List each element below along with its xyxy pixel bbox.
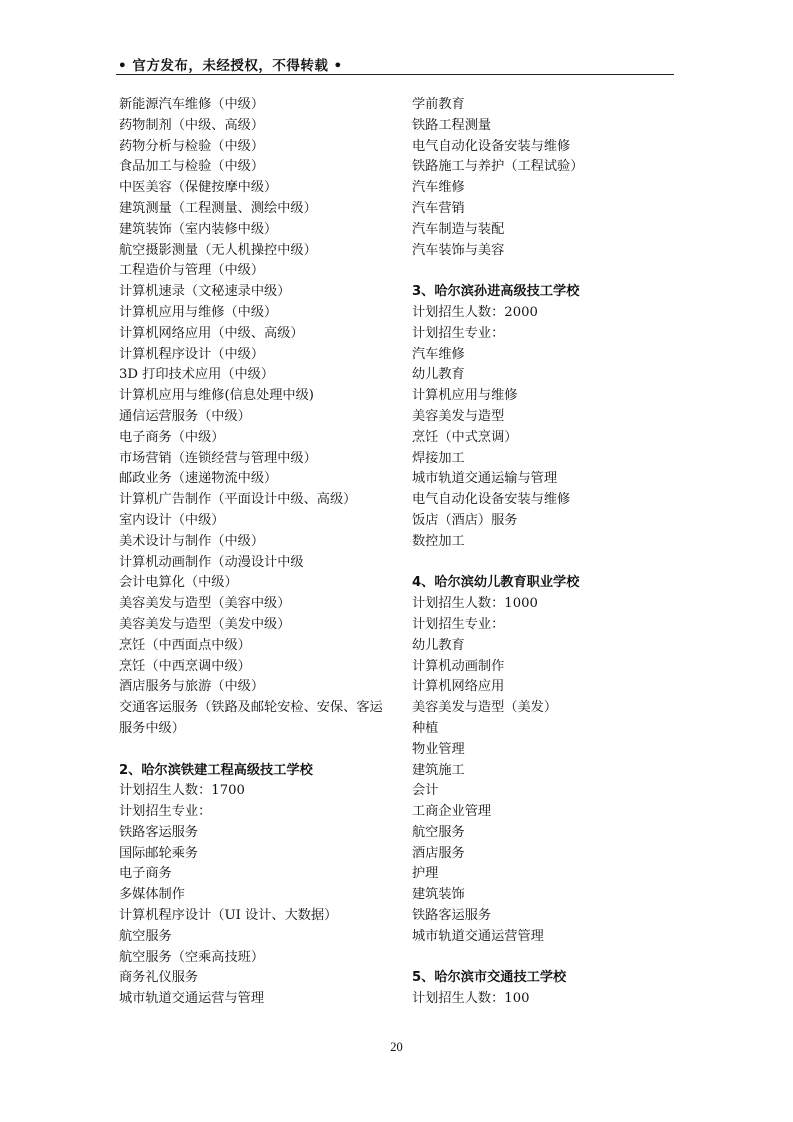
list-item: 会计: [412, 783, 439, 799]
list-item: 计算机动画制作（动漫设计中级: [119, 554, 304, 570]
list-item: 饭店（酒店）服务: [412, 512, 518, 528]
school-2-majors-label: 计划招生专业：: [119, 804, 212, 820]
school-3-majors: [412, 345, 682, 553]
list-item: 焊接加工: [412, 450, 465, 466]
list-item: 建筑装饰: [412, 887, 465, 903]
school-3-majors-label: 计划招生专业：: [412, 325, 505, 341]
list-item: 电子商务: [119, 866, 172, 882]
list-item: 烹饪（中式烹调）: [412, 429, 518, 445]
list-item: 烹饪（中西烹调中级）: [119, 658, 251, 674]
list-item: 城市轨道交通运营管理: [412, 928, 544, 944]
list-item: 3D 打印技术应用（中级）: [119, 367, 275, 383]
list-item: 计算机广告制作（平面设计中级、高级）: [119, 492, 357, 508]
header-divider: [116, 74, 674, 75]
school-2-title: 2、哈尔滨铁建工程高级技工学校: [119, 762, 313, 778]
list-item: 工商企业管理: [412, 804, 492, 820]
list-item: 计算机应用与维修: [412, 388, 518, 404]
list-item: 电子商务（中级）: [119, 429, 225, 445]
list-item: 数控加工: [412, 533, 465, 549]
list-item: 建筑施工: [412, 762, 465, 778]
list-item: 国际邮轮乘务: [119, 845, 199, 861]
section-spacer: [412, 553, 682, 574]
page-header: • 官方发布，未经授权，不得转载 •: [118, 58, 343, 74]
list-item: 酒店服务: [412, 845, 465, 861]
list-item: 幼儿教育: [412, 637, 465, 653]
list-item: 物业管理: [412, 741, 465, 757]
list-item: 电气自动化设备安装与维修: [412, 138, 571, 154]
list-item: 计算机应用与维修（中级）: [119, 304, 278, 320]
list-item: 计算机程序设计（中级）: [119, 346, 265, 362]
right-list-part1: [412, 95, 682, 261]
section-spacer: [119, 740, 385, 761]
list-item: 美容美发与造型: [412, 408, 505, 424]
right-column: [412, 95, 682, 1010]
list-item: 铁路工程测量: [412, 117, 492, 133]
school-5-title: 5、哈尔滨市交通技工学校: [412, 970, 567, 986]
school-5-enroll: 计划招生人数：100: [412, 991, 530, 1007]
list-item: 邮政业务（速递物流中级）: [119, 471, 278, 487]
list-item: 食品加工与检验（中级）: [119, 159, 265, 175]
list-item: 工程造价与管理（中级）: [119, 263, 265, 279]
list-item: 会计电算化（中级）: [119, 575, 238, 591]
list-item: 美术设计与制作（中级）: [119, 533, 265, 549]
school-4-enroll: 计划招生人数：1000: [412, 596, 538, 612]
school-4-majors-label: 计划招生专业：: [412, 616, 505, 632]
school-3-title: 3、哈尔滨孙进高级技工学校: [412, 284, 580, 300]
list-item: 多媒体制作: [119, 887, 185, 903]
list-item: 城市轨道交通运输与管理: [412, 471, 558, 487]
list-item: 电气自动化设备安装与维修: [412, 492, 571, 508]
school-2-enroll: 计划招生人数：1700: [119, 783, 245, 799]
list-item: 美容美发与造型（美容中级）: [119, 596, 291, 612]
list-item: 计算机速录（文秘速录中级）: [119, 284, 291, 300]
list-item: 汽车营销: [412, 200, 465, 216]
list-item: 交通客运服务（铁路及邮轮安检、安保、客运服务中级）: [119, 700, 383, 736]
list-item: 中医美容（保健按摩中级）: [119, 180, 278, 196]
list-item: 城市轨道交通运营与管理: [119, 991, 265, 1007]
list-item: 护理: [412, 866, 439, 882]
list-item: 建筑装饰（室内装修中级）: [119, 221, 278, 237]
list-item: 学前教育: [412, 97, 465, 112]
list-item: 铁路客运服务: [412, 908, 492, 924]
list-item: 美容美发与造型（美发）: [412, 700, 558, 716]
list-item: 航空服务: [412, 824, 465, 840]
list-item: 计算机程序设计（UI 设计、大数据）: [119, 908, 338, 924]
school-4-majors: [412, 636, 682, 948]
list-item: 烹饪（中西面点中级）: [119, 637, 251, 653]
list-item: 汽车装饰与美容: [412, 242, 505, 258]
section-spacer: [412, 261, 682, 282]
page-number: 20: [390, 1040, 403, 1054]
list-item: 药物分析与检验（中级）: [119, 138, 265, 154]
list-item: 新能源汽车维修（中级）: [119, 97, 265, 112]
list-item: 建筑测量（工程测量、测绘中级）: [119, 200, 317, 216]
list-item: 航空服务: [119, 928, 172, 944]
list-item: 美容美发与造型（美发中级）: [119, 616, 291, 632]
left-column: [119, 95, 385, 1010]
list-item: 计算机网络应用（中级、高级）: [119, 325, 304, 341]
list-item: 通信运营服务（中级）: [119, 408, 251, 424]
list-item: 汽车维修: [412, 180, 465, 196]
section-spacer: [412, 948, 682, 969]
school-2-majors: [119, 823, 385, 1010]
list-item: 药物制剂（中级、高级）: [119, 117, 265, 133]
list-item: 市场营销（连锁经营与管理中级）: [119, 450, 317, 466]
list-item: 酒店服务与旅游（中级）: [119, 679, 265, 695]
list-item: 种植: [412, 720, 439, 736]
list-item: 铁路客运服务: [119, 824, 199, 840]
list-item: 汽车维修: [412, 346, 465, 362]
list-item: 航空摄影测量（无人机操控中级）: [119, 242, 317, 258]
list-item: 室内设计（中级）: [119, 512, 225, 528]
list-item: 铁路施工与养护（工程试验）: [412, 159, 584, 175]
school-4-title: 4、哈尔滨幼儿教育职业学校: [412, 575, 580, 591]
list-item: 计算机动画制作: [412, 658, 505, 674]
left-list-part1: [119, 95, 385, 698]
list-item: 汽车制造与装配: [412, 221, 505, 237]
school-3-enroll: 计划招生人数：2000: [412, 304, 538, 320]
list-item: 航空服务（空乘高技班）: [119, 949, 265, 965]
list-item: 计算机网络应用: [412, 679, 505, 695]
list-item: 商务礼仪服务: [119, 970, 199, 986]
list-item: 计算机应用与维修(信息处理中级): [119, 388, 314, 404]
list-item: 幼儿教育: [412, 367, 465, 383]
